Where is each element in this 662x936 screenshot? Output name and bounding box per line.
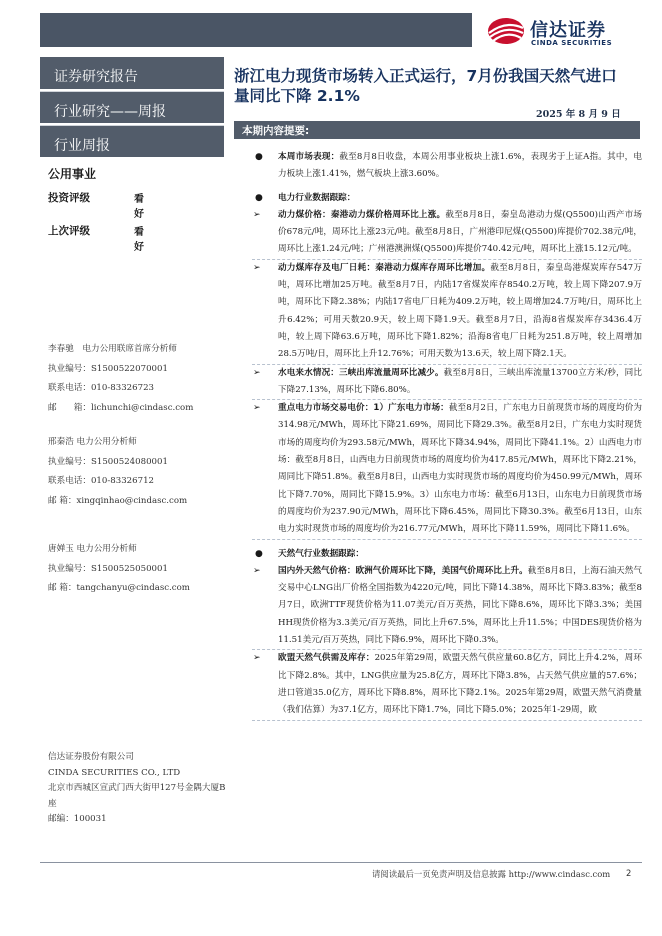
item-text: 2025年第29周，欧盟天然气供应量60.8亿方，同比上升4.2%，周环比下降2.8%。其中，LNG供应量为25.8亿方，周环比下降3.8%，占天然气供应量的57.6%；进口管道35.0亿方，周环比下降8.8%，周环比下降2.1%。2025年第29周，欧盟天然气消费量（我们估算）为37.1亿方，周环比下降1.7%，同比下降5.0%；2025年1-29周，欧 <box>278 653 642 716</box>
summary-subitem <box>252 400 642 539</box>
item-heading: 动力煤库存及电厂日耗：秦港动力煤库存周环比增加。 <box>278 262 491 273</box>
analyst-email[interactable]: 邮 箱：tangchanyu@cindasc.com <box>48 583 190 593</box>
investment-rating <box>48 190 144 220</box>
item-text: 截至8月8日，三峡出库流量13700立方米/秒，同比下降27.13%，周环比下降6.80%。 <box>278 367 642 395</box>
logo-text-en: CINDA SECURITIES <box>531 39 613 47</box>
item-heading: 本周市场表现： <box>278 152 340 162</box>
arrow-bullet-icon: ➢ <box>253 403 261 414</box>
company-logo <box>478 14 648 50</box>
analyst-card <box>48 540 228 599</box>
item-heading: 水电来水情况：三峡出库流量周环比减少。 <box>278 367 444 378</box>
summary-subitem <box>252 207 642 260</box>
arrow-bullet-icon: ➢ <box>253 565 261 576</box>
company-name-cn: 信达证券股份有限公司 <box>48 752 134 762</box>
analyst-phone: 联系电话：010-83326712 <box>48 476 155 486</box>
summary-heading: 本期内容提要: <box>234 121 640 139</box>
prev-rating-value: 看好 <box>134 227 144 253</box>
bullet-dot-icon: ● <box>255 152 263 162</box>
analyst-card <box>48 433 228 511</box>
item-text: 截至8月8日，秦皇岛港煤炭库存547万吨，周环比增加25万吨。截至8月7日，内陆17省煤炭库存8540.2万吨，较上周下降207.9万吨，周环比下降2.38%；内陆17省电厂日耗为409.2万吨，较上周增加24.7万吨/日，周环比上升6.42%；可用天数20.9天，较上周下降1.9天。截至8月7日，沿海8省煤炭库存3436.4万吨，较上周下降63.6万吨，周环比下降1.82%；沿海8省电厂日耗为251.8万吨，较上周增加28.5万吨/日，周环比上升12.76%；可用天数为13.6天，较上周下降2.1天。 <box>278 262 642 360</box>
company-postcode: 邮编：100031 <box>48 814 107 824</box>
summary-content <box>252 149 642 721</box>
analyst-email[interactable]: 邮 箱：xingqinhao@cindasc.com <box>48 495 188 506</box>
analyst-name: 邢秦浩 电力公用分析师 <box>48 437 137 447</box>
summary-bullet <box>252 546 642 563</box>
bullet-dot-icon: ● <box>255 192 263 203</box>
item-text: 截至8月8日，上海石油天然气交易中心LNG出厂价格全国指数为4220元/吨，同比下降14.38%，周环比下降3.83%；截至8月7日，欧洲TTF现货价格为11.07美元/百万英热，同比下降8.6%，周环比下降3.3%；美国HH现货价格为3.3美元/百万英热，同比上升67.5%，周环比上升11.5%；中国DES现货价格为11.51美元/百万英热，同比下降6.9%，周环比下降0.3%。 <box>278 565 642 646</box>
summary-subitem <box>252 365 642 401</box>
arrow-bullet-icon: ➢ <box>253 367 261 378</box>
sidebar <box>40 57 224 862</box>
analyst-email[interactable]: 邮 箱：lichunchi@cindasc.com <box>48 402 194 413</box>
rating-value: 看好 <box>134 194 144 220</box>
arrow-bullet-icon: ➢ <box>253 209 261 220</box>
item-heading: 天然气行业数据跟踪： <box>278 548 364 559</box>
logo-text-cn: 信达证券 <box>530 20 606 41</box>
item-heading: 动力煤价格：秦港动力煤价格周环比上涨。 <box>278 209 446 220</box>
footer-divider <box>40 862 642 863</box>
company-name-en: CINDA SECURITIES CO., LTD <box>48 767 181 778</box>
report-type-label: 证券研究报告 <box>40 57 224 89</box>
item-text: 截至8月8日收盘，本周公用事业板块上涨1.6%，表现劣于上证A指。其中，电力板块上涨1.41%，燃气板块上涨3.60%。 <box>278 152 642 180</box>
industry-name: 公用事业 <box>48 167 97 181</box>
item-text: 截至8月2日，广东电力日前现货市场的周度均价为314.98元/MWh，周环比下降21.69%，周同比下降29.3%。截至8月2日，广东电力实时现货市场的周度均价为293.58元/MWh，周环比下降34.94%，周同比下降41.1%。2）山西电力市场：截至8月8日，山西电力日前现货市场的周度均价为417.85元/MWh，周环比下降2.21%，周同比下降51.8%。截至8月8日，山西电力实时现货市场的周度均价为450.99元/MWh，周环比下降7.70%，周同比下降15.9%。3）山东电力市场：截至6月13日，山东电力日前现货市场的周度均价为237.90元/MWh，周环比下降6.45%，周同比下降30.3%。截至6月13日，山东电力实时现货市场的周度均价为216.77元/MWh，周环比下降11.59%，周同比下降11.6%。 <box>278 403 643 535</box>
analyst-cert: 执业编号：S1500524080001 <box>48 456 168 467</box>
item-text: 截至8月8日，秦皇岛港动力煤(Q5500)山西产市场价678元/吨，周环比上涨23元/吨。截至8月8日，广州港印尼煤(Q5500)库提价702.38元/吨，周环比上涨1.24元/吨；广州港澳洲煤(Q5500)库提价740.42元/吨，周环比上涨15.12元/吨。 <box>278 209 642 255</box>
item-heading: 重点电力市场交易电价：1）广东电力市场： <box>278 403 449 414</box>
report-date: 2025 年 8 月 9 日 <box>536 109 621 120</box>
summary-bullet <box>252 190 642 207</box>
analyst-cert: 执业编号：S1500525050001 <box>48 563 168 574</box>
summary-bullet <box>252 149 642 184</box>
item-heading: 电力行业数据跟踪： <box>278 192 356 203</box>
cinda-logo-icon <box>486 16 526 46</box>
report-frequency-label: 行业周报 <box>40 125 224 157</box>
rating-label: 投资评级 <box>48 192 90 204</box>
previous-rating <box>48 223 144 253</box>
footer-disclaimer[interactable]: 请阅读最后一页免责声明及信息披露 http://www.cindasc.com <box>372 869 611 879</box>
item-heading: 国内外天然气价格：欧洲气价周环比下降，美国气价周环比上升。 <box>278 565 528 576</box>
item-heading: 欧盟天然气供需及库存： <box>278 653 375 664</box>
analyst-name: 唐婵玉 电力公用分析师 <box>48 544 137 554</box>
company-info <box>48 750 230 828</box>
bullet-dot-icon: ● <box>255 548 263 559</box>
research-category-label: 行业研究——周报 <box>40 91 224 123</box>
arrow-bullet-icon: ➢ <box>253 653 261 664</box>
prev-rating-label: 上次评级 <box>48 225 90 237</box>
analyst-cert: 执业编号：S1500522070001 <box>48 363 168 374</box>
company-address: 北京市西城区宣武门西大街甲127号金隅大厦B座 <box>48 783 226 809</box>
analyst-card <box>48 340 228 418</box>
page-number: 2 <box>626 868 632 878</box>
analyst-phone: 联系电话：010-83326723 <box>48 383 155 393</box>
summary-subitem <box>252 650 642 720</box>
report-title: 浙江电力现货市场转入正式运行，7月份我国天然气进口量同比下降 2.1% <box>234 67 617 105</box>
summary-subitem <box>252 260 642 365</box>
summary-subitem <box>252 563 642 650</box>
header-band <box>40 13 472 47</box>
analyst-name: 李春驰 电力公用联席首席分析师 <box>48 344 177 354</box>
arrow-bullet-icon: ➢ <box>253 262 261 273</box>
